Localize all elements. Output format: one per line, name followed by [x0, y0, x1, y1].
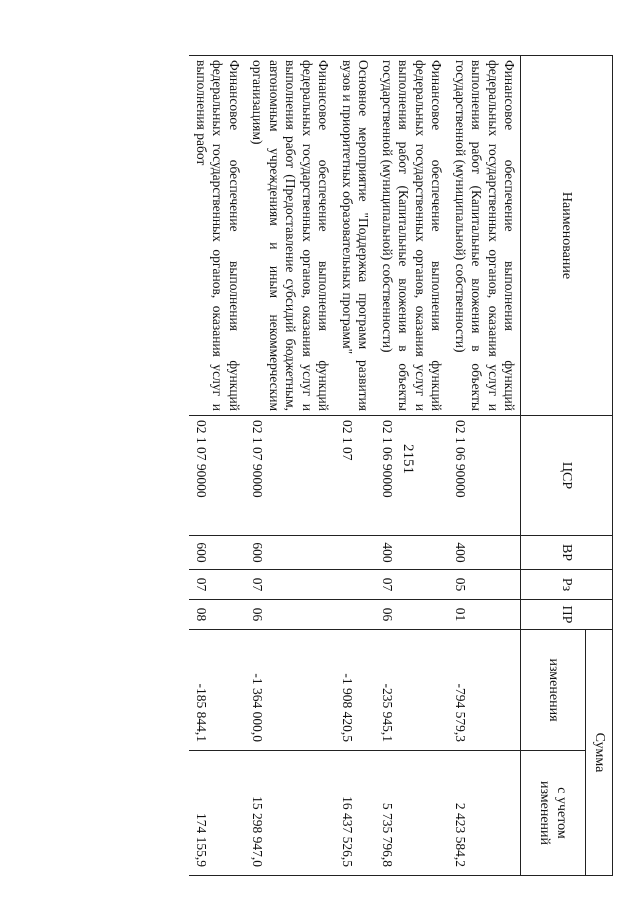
- row-pr: 06: [245, 600, 334, 630]
- row-name: Финансовое обеспечение выполнения функций федеральных государственных органов, оказания услуг и выполнения работ: [189, 56, 245, 416]
- row-total: 16 437 526,5: [334, 751, 374, 876]
- header-sum: Сумма: [586, 630, 613, 876]
- row-pr: [334, 600, 374, 630]
- table-row: [245, 56, 334, 876]
- header-csr: ЦСР: [521, 416, 613, 536]
- header-change: изменения: [521, 630, 586, 751]
- row-rz: 07: [245, 570, 334, 600]
- row-csr: 02 1 06 90000: [447, 416, 520, 536]
- row-name: Основное мероприятие "Поддержка программ развития вузов и приоритетных образовательных программ": [334, 56, 374, 416]
- row-rz: 05: [447, 570, 520, 600]
- header-name: Наименование: [521, 56, 613, 416]
- header-vr: ВР: [521, 536, 613, 570]
- row-rz: 07: [374, 570, 447, 600]
- header-with-change: с учетом изменений: [521, 751, 586, 876]
- table-row: [374, 56, 447, 876]
- header-rz: Рз: [521, 570, 613, 600]
- row-rz: [334, 570, 374, 600]
- row-csr: 02 1 07 90000: [189, 416, 245, 536]
- row-name: Финансовое обеспечение выполнения функций федеральных государственных органов, оказания услуг и выполнения работ (Капитальные вложения в объекты государственной (муниципальной) собственности): [374, 56, 447, 416]
- row-vr: [334, 536, 374, 570]
- row-csr: 02 1 07: [334, 416, 374, 536]
- table-row: [447, 56, 520, 876]
- row-change: -185 844,1: [189, 630, 245, 751]
- row-vr: 400: [447, 536, 520, 570]
- row-pr: 06: [374, 600, 447, 630]
- row-total: 174 155,9: [189, 751, 245, 876]
- row-rz: 07: [189, 570, 245, 600]
- row-total: 15 298 947,0: [245, 751, 334, 876]
- row-csr: 02 1 06 90000: [374, 416, 447, 536]
- header-pr: ПР: [521, 600, 613, 630]
- row-name: Финансовое обеспечение выполнения функций федеральных государственных органов, оказания услуг и выполнения работ (Капитальные вложения в объекты государственной (муниципальной) собственности): [447, 56, 520, 416]
- row-change: -235 945,1: [374, 630, 447, 751]
- table-row: [189, 56, 245, 876]
- table-row: [334, 56, 374, 876]
- rotated-sheet: [73, 55, 613, 875]
- page-number: 2151: [400, 444, 416, 474]
- row-vr: 600: [189, 536, 245, 570]
- row-change: -794 579,3: [447, 630, 520, 751]
- row-change: -1 364 000,0: [245, 630, 334, 751]
- row-vr: 400: [374, 536, 447, 570]
- row-change: -1 908 420,5: [334, 630, 374, 751]
- row-name: Финансовое обеспечение выполнения функций федеральных государственных органов, оказания услуг и выполнения работ (Предоставление субсидий бюджетным, автономным учреждениям и иным некоммерческим организациям): [245, 56, 334, 416]
- budget-table: [189, 55, 613, 876]
- row-total: 5 735 796,8: [374, 751, 447, 876]
- row-vr: 600: [245, 536, 334, 570]
- row-pr: 08: [189, 600, 245, 630]
- row-csr: 02 1 07 90000: [245, 416, 334, 536]
- row-total: 2 423 584,2: [447, 751, 520, 876]
- row-pr: 01: [447, 600, 520, 630]
